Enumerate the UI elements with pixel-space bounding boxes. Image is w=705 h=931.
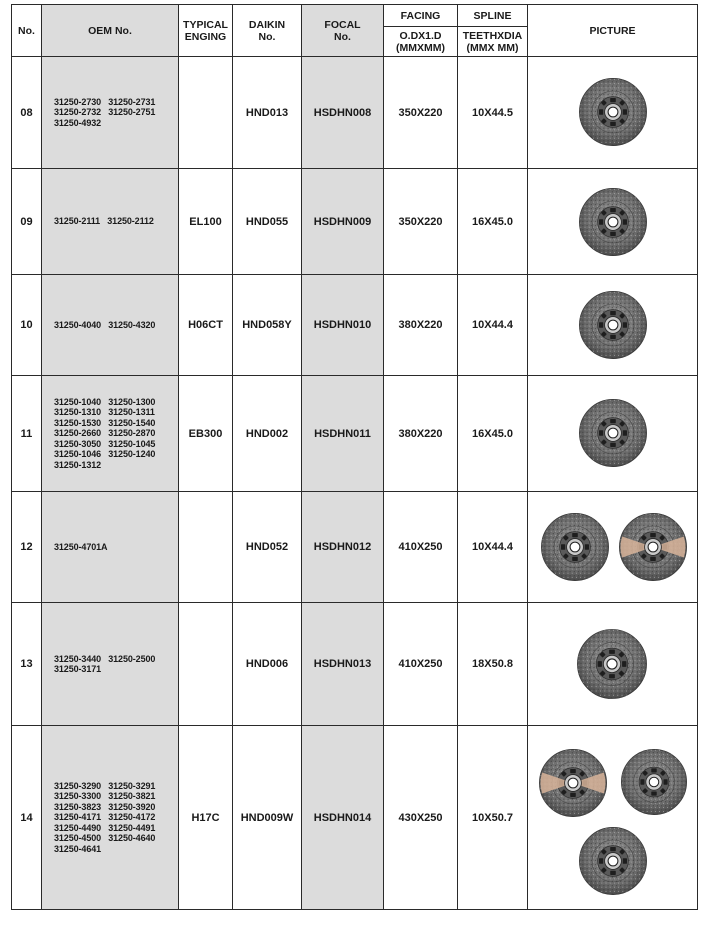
row-no: 08 xyxy=(12,57,42,169)
row-focal: HSDHN008 xyxy=(302,57,384,169)
row-facing: 430X250 xyxy=(384,726,458,910)
row-spline: 10X44.4 xyxy=(458,275,528,376)
clutch-disc-image-side xyxy=(578,826,648,896)
catalog-table-wrapper xyxy=(11,4,698,910)
clutch-disc-image-rear xyxy=(618,512,688,582)
row-engine: H17C xyxy=(179,726,233,910)
row-picture xyxy=(528,492,698,603)
row-oem-numbers: 31250-3290 31250-3291 31250-3300 31250-3821 31250-3823 31250-3920 31250-4171 31250-4172 31250-4490 31250-4491 31250-4500 31250-4640 31250-4641 xyxy=(42,726,179,910)
clutch-disc-image xyxy=(578,77,648,147)
row-engine: H06CT xyxy=(179,275,233,376)
row-facing: 350X220 xyxy=(384,57,458,169)
row-oem-numbers: 31250-4040 31250-4320 xyxy=(42,275,179,376)
row-focal: HSDHN011 xyxy=(302,376,384,492)
row-daikin: HND052 xyxy=(233,492,302,603)
header-oem: OEM No. xyxy=(42,5,179,57)
row-daikin: HND006 xyxy=(233,603,302,726)
row-focal: HSDHN013 xyxy=(302,603,384,726)
row-picture xyxy=(528,57,698,169)
header-spline-sub xyxy=(458,27,528,57)
row-no: 13 xyxy=(12,603,42,726)
row-daikin: HND009W xyxy=(233,726,302,910)
header-focal xyxy=(302,5,384,57)
row-spline: 18X50.8 xyxy=(458,603,528,726)
row-picture xyxy=(528,603,698,726)
row-focal: HSDHN009 xyxy=(302,169,384,275)
header-spline-sub-line2: (MMX MM) xyxy=(466,41,519,54)
row-oem-numbers: 31250-2111 31250-2112 xyxy=(42,169,179,275)
header-no: No. xyxy=(12,5,42,57)
row-engine: EL100 xyxy=(179,169,233,275)
clutch-disc-image-rear xyxy=(620,748,688,816)
row-spline: 10X44.5 xyxy=(458,57,528,169)
header-focal-line2: No. xyxy=(334,30,351,43)
header-spline: SPLINE xyxy=(458,5,528,27)
row-engine: EB300 xyxy=(179,376,233,492)
clutch-disc-image xyxy=(540,512,610,582)
row-focal: HSDHN010 xyxy=(302,275,384,376)
header-typical-line1: TYPICAL xyxy=(183,18,228,31)
row-daikin: HND058Y xyxy=(233,275,302,376)
row-picture xyxy=(528,726,698,910)
clutch-disc-image xyxy=(578,290,648,360)
row-daikin: HND055 xyxy=(233,169,302,275)
header-spline-sub-line1: TEETHXDIA xyxy=(462,29,523,42)
header-typical-engine xyxy=(179,5,233,57)
row-oem-numbers: 31250-1040 31250-1300 31250-1310 31250-1311 31250-1530 31250-1540 31250-2660 31250-2870 31250-3050 31250-1045 31250-1046 31250-1240 31250-1312 xyxy=(42,376,179,492)
row-no: 12 xyxy=(12,492,42,603)
table-row xyxy=(12,376,698,492)
clutch-disc-image xyxy=(538,748,608,818)
row-spline: 16X45.0 xyxy=(458,376,528,492)
row-picture xyxy=(528,275,698,376)
header-facing-sub xyxy=(384,27,458,57)
header-facing-sub-line1: O.DX1.D xyxy=(399,29,442,42)
row-daikin: HND013 xyxy=(233,57,302,169)
clutch-disc-table xyxy=(11,4,698,910)
row-facing: 410X250 xyxy=(384,492,458,603)
header-daikin-line2: No. xyxy=(258,30,276,43)
row-picture xyxy=(528,376,698,492)
table-row xyxy=(12,275,698,376)
row-engine xyxy=(179,492,233,603)
row-facing: 380X220 xyxy=(384,376,458,492)
header-daikin xyxy=(233,5,302,57)
header-picture: PICTURE xyxy=(528,5,698,57)
clutch-disc-image xyxy=(578,187,648,257)
row-spline: 16X45.0 xyxy=(458,169,528,275)
row-spline: 10X50.7 xyxy=(458,726,528,910)
header-focal-line1: FOCAL xyxy=(324,18,361,31)
row-daikin: HND002 xyxy=(233,376,302,492)
row-oem-numbers: 31250-3440 31250-2500 31250-3171 xyxy=(42,603,179,726)
row-focal: HSDHN014 xyxy=(302,726,384,910)
row-engine xyxy=(179,57,233,169)
row-oem-numbers: 31250-2730 31250-2731 31250-2732 31250-2751 31250-4932 xyxy=(42,57,179,169)
row-picture xyxy=(528,169,698,275)
row-focal: HSDHN012 xyxy=(302,492,384,603)
row-spline: 10X44.4 xyxy=(458,492,528,603)
table-row xyxy=(12,169,698,275)
row-no: 14 xyxy=(12,726,42,910)
clutch-disc-image xyxy=(576,628,648,700)
table-row xyxy=(12,57,698,169)
row-facing: 350X220 xyxy=(384,169,458,275)
header-typical-line2: ENGING xyxy=(184,30,227,43)
row-no: 11 xyxy=(12,376,42,492)
row-facing: 410X250 xyxy=(384,603,458,726)
row-facing: 380X220 xyxy=(384,275,458,376)
row-engine xyxy=(179,603,233,726)
table-row xyxy=(12,726,698,910)
row-no: 10 xyxy=(12,275,42,376)
header-facing-sub-line2: (MMXMM) xyxy=(396,41,445,54)
header-daikin-line1: DAIKIN xyxy=(248,18,286,31)
header-facing: FACING xyxy=(384,5,458,27)
table-row xyxy=(12,492,698,603)
clutch-disc-image xyxy=(578,398,648,468)
row-no: 09 xyxy=(12,169,42,275)
row-oem-numbers: 31250-4701A xyxy=(42,492,179,603)
table-row xyxy=(12,603,698,726)
